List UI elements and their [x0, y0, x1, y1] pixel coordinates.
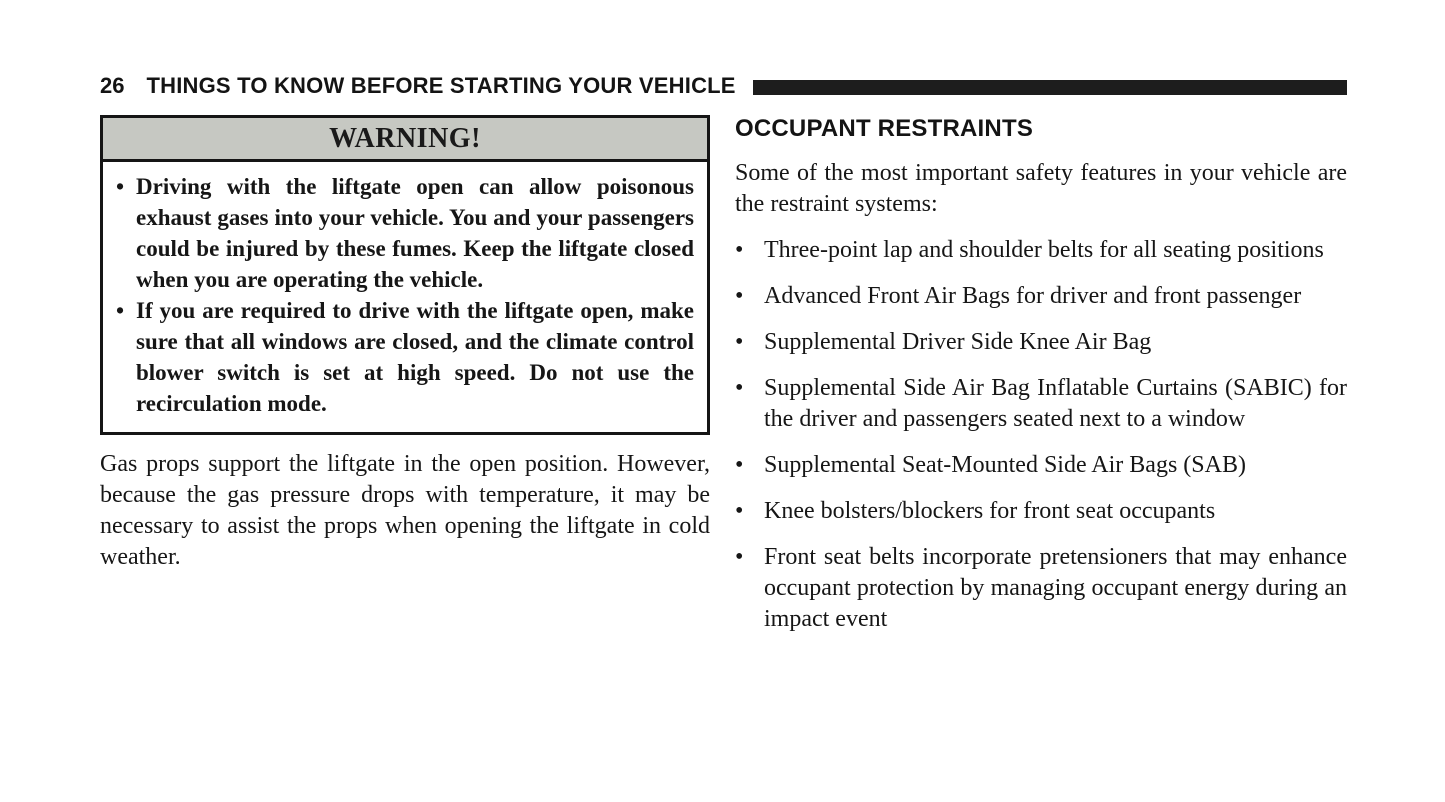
restraint-item: • Advanced Front Air Bags for driver and front passenger: [735, 281, 1347, 312]
warning-item: • Driving with the liftgate open can allow poisonous exhaust gases into your vehicle. You and your passengers could be injured by these fumes. Keep the liftgate closed when you are operating the vehicle.: [116, 171, 694, 295]
restraints-list: [735, 235, 1347, 635]
left-column: [100, 115, 710, 635]
page-header: [100, 74, 1347, 98]
restraint-item: • Front seat belts incorporate pretensioners that may enhance occupant protection by managing occupant energy during an impact event: [735, 542, 1347, 635]
warning-title: WARNING!: [103, 118, 707, 162]
restraint-item: • Supplemental Side Air Bag Inflatable Curtains (SABIC) for the driver and passengers seated next to a window: [735, 373, 1347, 435]
occupant-restraints-heading: OCCUPANT RESTRAINTS: [735, 115, 1034, 142]
restraint-item: • Three-point lap and shoulder belts for all seating positions: [735, 235, 1347, 266]
liftgate-gas-props-paragraph: Gas props support the liftgate in the open position. However, because the gas pressure drops with temperature, it may be necessary to assist the props when opening the liftgate in cold weather.: [100, 451, 710, 570]
restraint-item: • Knee bolsters/blockers for front seat occupants: [735, 496, 1347, 527]
right-column: [735, 115, 1347, 635]
two-column-body: [100, 115, 1347, 635]
restraint-item: • Supplemental Driver Side Knee Air Bag: [735, 327, 1347, 358]
restraint-item: • Supplemental Seat-Mounted Side Air Bags (SAB): [735, 450, 1347, 481]
header-rule-bar: [753, 80, 1347, 95]
warning-box: [100, 115, 710, 435]
warning-list: [103, 162, 707, 432]
chapter-title: THINGS TO KNOW BEFORE STARTING YOUR VEHICLE: [146, 73, 736, 98]
occupant-restraints-intro: Some of the most important safety features in your vehicle are the restraint systems:: [735, 160, 1347, 217]
warning-item: • If you are required to drive with the liftgate open, make sure that all windows are closed, and the climate control blower switch is set at high speed. Do not use the recirculation mode.: [116, 295, 694, 419]
page-number: 26: [100, 73, 125, 98]
